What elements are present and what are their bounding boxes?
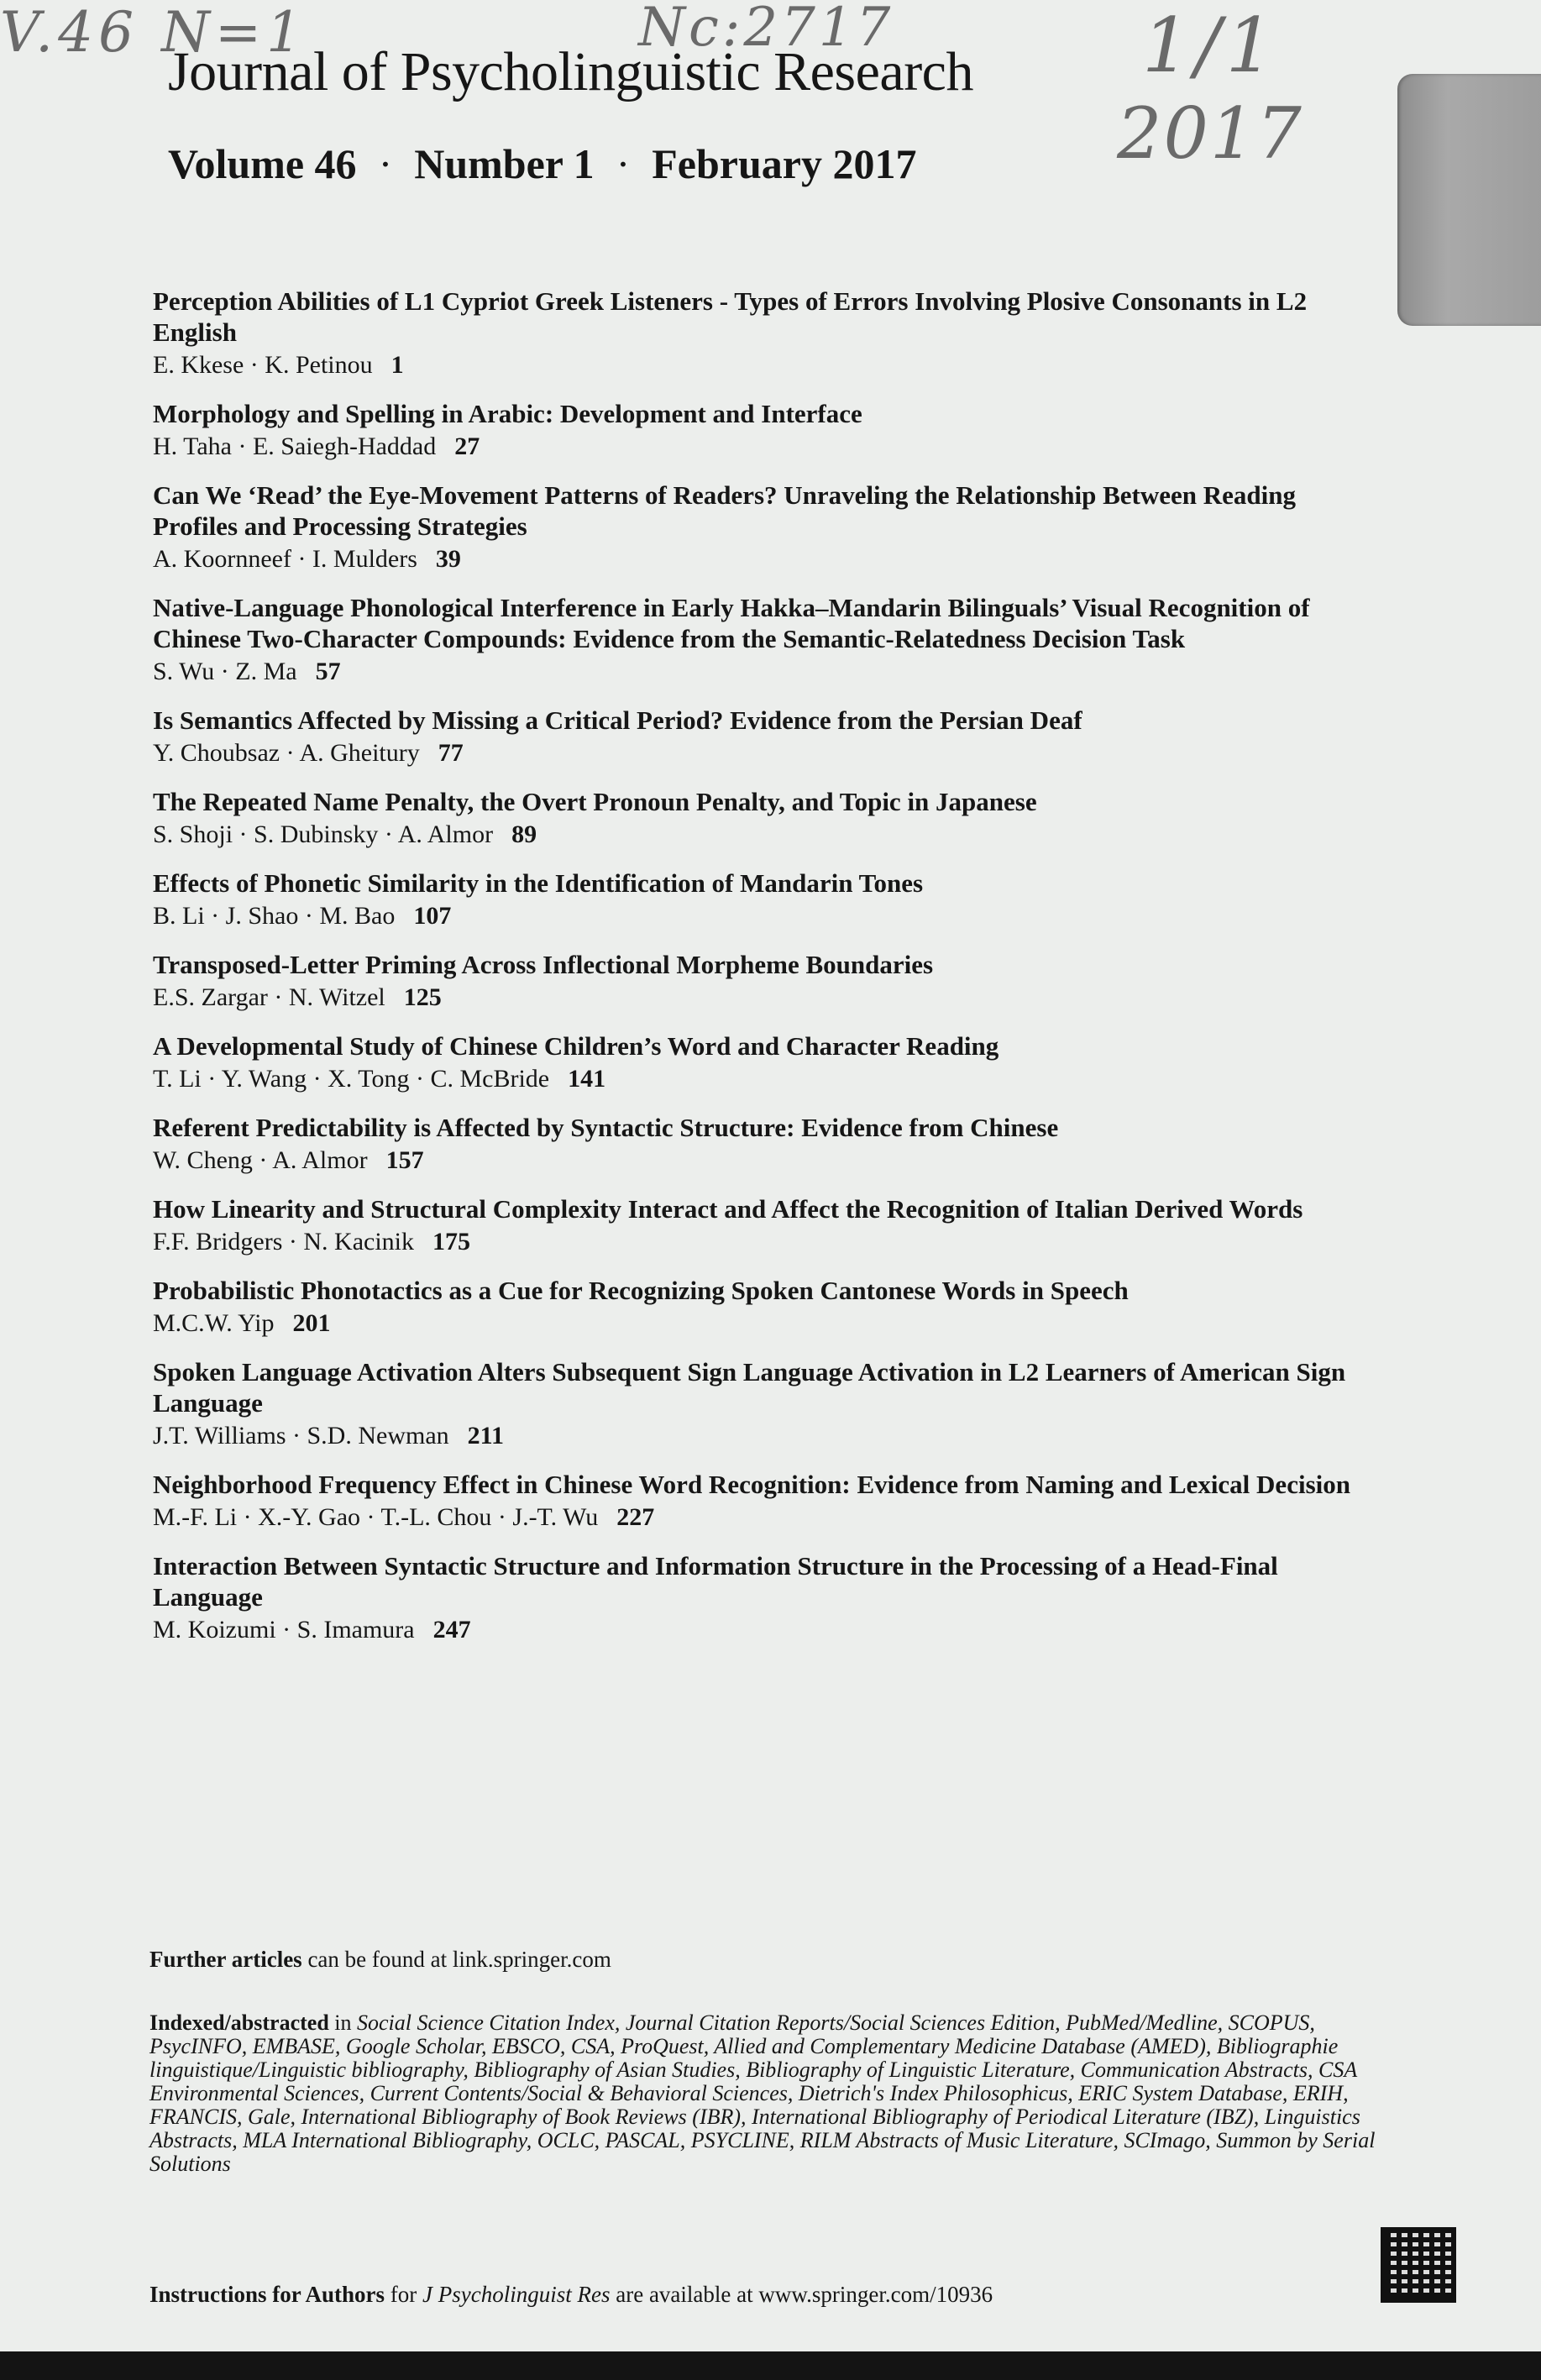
article-title: How Linearity and Structural Complexity Interact and Affect the Recognition of Italian Derived Words <box>153 1194 1303 1224</box>
article-authors: H. Taha · E. Saiegh-Haddad <box>153 432 437 460</box>
article-meta <box>153 1145 1396 1177</box>
separator: · <box>378 140 393 187</box>
scan-edge <box>0 2351 1541 2380</box>
toc-entry <box>153 868 1396 932</box>
instructions-text: are available at www.springer.com/10936 <box>616 2282 993 2307</box>
article-authors: M.C.W. Yip <box>153 1309 275 1337</box>
further-text: can be found at link.springer.com <box>307 1947 611 1972</box>
article-meta <box>153 1308 1396 1339</box>
toc-entry <box>153 786 1396 851</box>
article-authors: M. Koizumi · S. Imamura <box>153 1616 415 1643</box>
article-title: Perception Abilities of L1 Cypriot Greek Listeners - Types of Errors Involving Plosive Consonants in L2 English <box>153 286 1308 347</box>
article-meta <box>153 431 1396 463</box>
article-title: Interaction Between Syntactic Structure and Information Structure in the Processing of a Head-Final Language <box>153 1551 1278 1612</box>
article-authors: A. Koornneef · I. Mulders <box>153 545 417 573</box>
indexed-in: in <box>334 2010 352 2035</box>
volume: Volume 46 <box>168 140 357 187</box>
article-meta <box>153 1502 1396 1533</box>
toc-entry <box>153 705 1396 769</box>
instructions-for-authors-note <box>149 2282 1384 2308</box>
article-meta <box>153 1614 1396 1646</box>
handwritten-volume-note: V.46 N=1 <box>0 0 307 65</box>
toc-entry <box>153 1112 1396 1177</box>
article-title: Spoken Language Activation Alters Subsequent Sign Language Activation in L2 Learners of American Sign Language <box>153 1357 1346 1418</box>
article-page-number: 227 <box>616 1503 655 1531</box>
article-title: A Developmental Study of Chinese Children’s Word and Character Reading <box>153 1031 999 1061</box>
issue-date: February 2017 <box>652 140 917 187</box>
article-page-number: 211 <box>467 1422 505 1449</box>
article-title: Can We ‘Read’ the Eye-Movement Patterns of Readers? Unraveling the Relationship Between Reading Profiles and Processing Strategies <box>153 480 1296 541</box>
article-title: Neighborhood Frequency Effect in Chinese Word Recognition: Evidence from Naming and Lexical Decision <box>153 1470 1350 1499</box>
number: Number 1 <box>414 140 595 187</box>
article-authors: W. Cheng · A. Almor <box>153 1146 368 1174</box>
article-authors: F.F. Bridgers · N. Kacinik <box>153 1228 415 1256</box>
toc-entry <box>153 398 1396 463</box>
toc-entry <box>153 592 1396 688</box>
article-meta <box>153 349 1396 381</box>
article-title: Native-Language Phonological Interference in Early Hakka–Mandarin Bilinguals’ Visual Recognition of Chinese Two-Character Compounds: Evidence from the Semantic-Relatedness Decision Task <box>153 593 1310 653</box>
instructions-journal: J Psycholinguist Res <box>422 2282 611 2307</box>
handwritten-catalog-note: Nc:2717 <box>638 0 894 59</box>
further-articles-note <box>149 1947 1384 1973</box>
article-page-number: 125 <box>403 983 442 1011</box>
article-page-number: 247 <box>432 1616 471 1643</box>
toc-entry <box>153 480 1396 575</box>
article-page-number: 1 <box>390 351 404 379</box>
separator: · <box>616 140 631 187</box>
toc-entry <box>153 1469 1396 1533</box>
article-title: Probabilistic Phonotactics as a Cue for Recognizing Spoken Cantonese Words in Speech <box>153 1276 1129 1305</box>
toc-entry <box>153 1193 1396 1258</box>
article-meta <box>153 900 1396 932</box>
article-page-number: 89 <box>511 820 537 848</box>
article-meta <box>153 819 1396 851</box>
article-page-number: 201 <box>292 1309 331 1337</box>
article-title: Morphology and Spelling in Arabic: Development and Interface <box>153 399 862 428</box>
article-authors: T. Li · Y. Wang · X. Tong · C. McBride <box>153 1065 550 1093</box>
toc-entry <box>153 1550 1396 1646</box>
handwritten-fraction-note: 1/1 <box>1142 2 1279 90</box>
article-title: Referent Predictability is Affected by Syntactic Structure: Evidence from Chinese <box>153 1113 1059 1142</box>
article-title: Is Semantics Affected by Missing a Critical Period? Evidence from the Persian Deaf <box>153 705 1082 735</box>
article-authors: E.S. Zargar · N. Witzel <box>153 983 385 1011</box>
article-page-number: 77 <box>438 739 464 767</box>
indexed-abstracted-note <box>149 2011 1384 2176</box>
instructions-for: for <box>390 2282 417 2307</box>
indexed-list: Social Science Citation Index, Journal Citation Reports/Social Sciences Edition, PubMed/Medline, SCOPUS, PsycINFO, EMBASE, Google Scholar, EBSCO, CSA, ProQuest, Allied and Complementary Medicine Database (AMED), Bibliographie linguistique/Linguistic bibliography, Bibliography of Asian Studies, Bibliography of Linguistic Literature, Communication Abstracts, CSA Environmental Sciences, Current Contents/Social & Behavioral Sciences, Dietrich's Index Philosophicus, ERIC System Database, ERIH, FRANCIS, Gale, International Bibliography of Book Reviews (IBR), International Bibliography of Periodical Literature (IBZ), Linguistics Abstracts, MLA International Bibliography, OCLC, PASCAL, PSYCLINE, RILM Abstracts of Music Literature, SCImago, Summon by Serial Solutions <box>149 2010 1376 2176</box>
article-authors: J.T. Williams · S.D. Newman <box>153 1422 449 1449</box>
article-title: Transposed-Letter Priming Across Inflectional Morpheme Boundaries <box>153 950 934 979</box>
toc-entry <box>153 1275 1396 1339</box>
further-label: Further articles <box>149 1947 302 1972</box>
indexed-label: Indexed/abstracted <box>149 2010 329 2035</box>
article-meta <box>153 1226 1396 1258</box>
article-page-number: 27 <box>454 432 480 460</box>
table-of-contents <box>153 286 1396 1663</box>
article-authors: E. Kkese · K. Petinou <box>153 351 373 379</box>
toc-entry <box>153 286 1396 381</box>
article-authors: B. Li · J. Shao · M. Bao <box>153 902 396 930</box>
article-meta <box>153 982 1396 1014</box>
article-title: The Repeated Name Penalty, the Overt Pronoun Penalty, and Topic in Japanese <box>153 787 1037 816</box>
article-authors: Y. Choubsaz · A. Gheitury <box>153 739 420 767</box>
article-page-number: 39 <box>435 545 461 573</box>
cover-tab <box>1397 74 1541 326</box>
article-authors: M.-F. Li · X.-Y. Gao · T.-L. Chou · J.-T. Wu <box>153 1503 599 1531</box>
article-title: Effects of Phonetic Similarity in the Identification of Mandarin Tones <box>153 868 924 898</box>
article-authors: S. Shoji · S. Dubinsky · A. Almor <box>153 820 494 848</box>
article-meta <box>153 656 1396 688</box>
article-meta <box>153 1420 1396 1452</box>
article-authors: S. Wu · Z. Ma <box>153 658 297 685</box>
handwritten-year-note: 2017 <box>1117 92 1303 175</box>
article-meta <box>153 737 1396 769</box>
article-page-number: 57 <box>315 658 341 685</box>
article-page-number: 175 <box>432 1228 471 1256</box>
article-page-number: 141 <box>568 1065 606 1093</box>
toc-entry <box>153 1030 1396 1095</box>
toc-entry <box>153 949 1396 1014</box>
article-page-number: 157 <box>385 1146 424 1174</box>
journal-title: Journal of Psycholinguistic Research <box>168 41 973 102</box>
instructions-label: Instructions for Authors <box>149 2282 385 2307</box>
issue-line <box>168 139 916 188</box>
qr-code <box>1386 2232 1451 2298</box>
toc-entry <box>153 1356 1396 1452</box>
article-page-number: 107 <box>413 902 452 930</box>
article-meta <box>153 543 1396 575</box>
article-meta <box>153 1063 1396 1095</box>
